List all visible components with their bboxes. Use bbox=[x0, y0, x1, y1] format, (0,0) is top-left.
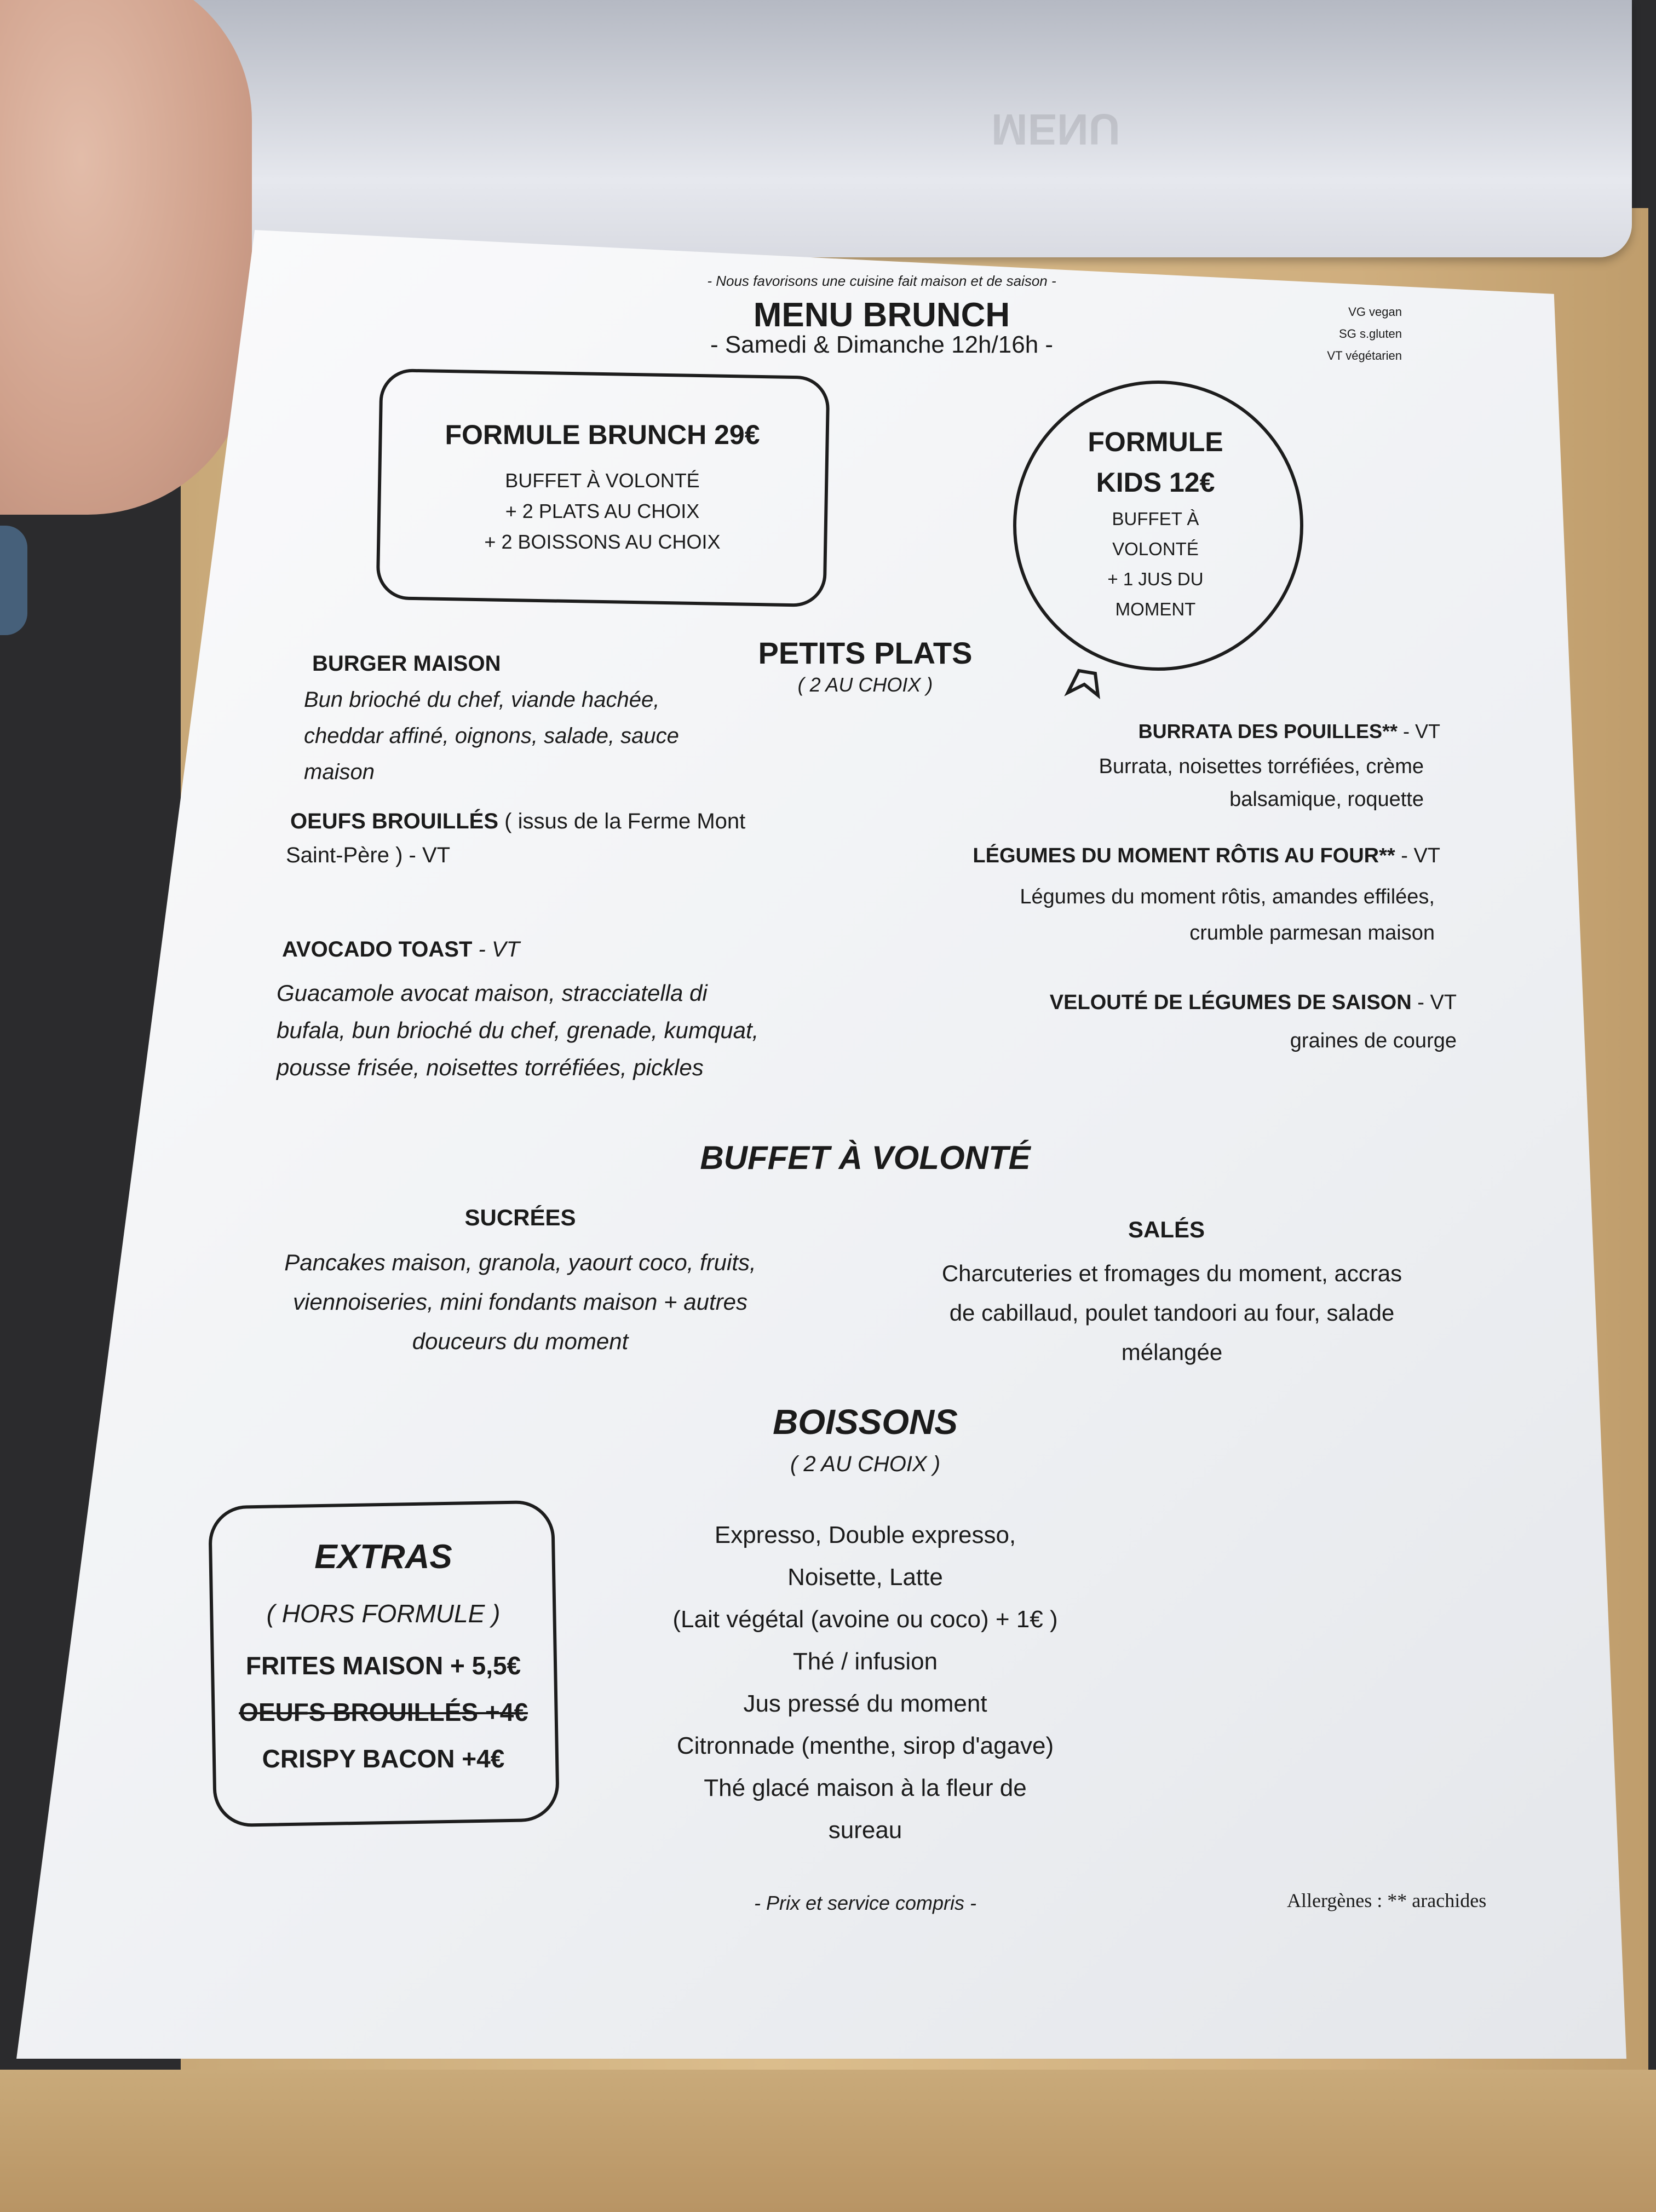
dish-veloute bbox=[821, 991, 1457, 1015]
dish-desc-line: Burrata, noisettes torréfiées, crème bbox=[1099, 755, 1424, 778]
dish-burrata-tag: - VT bbox=[1398, 720, 1440, 742]
extras-item: CRISPY BACON +4€ bbox=[262, 1744, 505, 1773]
boisson-item: Jus pressé du moment bbox=[743, 1690, 987, 1717]
sucrees-title: SUCRÉES bbox=[464, 1205, 576, 1230]
dish-desc-line: Légumes du moment rôtis, amandes effilées, bbox=[1020, 885, 1435, 908]
price-note: - Prix et service compris - bbox=[754, 1892, 977, 1914]
boisson-item: Noisette, Latte bbox=[787, 1564, 943, 1591]
extras-title: EXTRAS bbox=[314, 1538, 452, 1576]
dish-desc-line: balsamique, roquette bbox=[1229, 788, 1424, 811]
dish-burger-desc bbox=[304, 682, 797, 790]
petits-plats-title: PETITS PLATS bbox=[758, 636, 973, 670]
legend-vegan: VG vegan bbox=[1348, 305, 1402, 319]
dish-oeufs-extra2: Saint-Père ) - VT bbox=[286, 843, 451, 867]
buffet-title: BUFFET À VOLONTÉ bbox=[700, 1139, 1031, 1176]
sales-line: mélangée bbox=[1121, 1339, 1223, 1365]
formule-brunch-line: + 2 BOISSONS AU CHOIX bbox=[484, 531, 721, 553]
dish-oeufs-extra: ( issus de la Ferme Mont bbox=[498, 809, 746, 833]
ghost-title: MENU bbox=[991, 105, 1120, 154]
dish-desc-line: pousse frisée, noisettes torréfiées, pickles bbox=[277, 1055, 704, 1080]
boisson-item: Citronnade (menthe, sirop d'agave) bbox=[676, 1732, 1054, 1759]
dish-veloute-tag: - VT bbox=[1411, 991, 1457, 1014]
formule-kids-line: + 1 JUS DU bbox=[1107, 569, 1204, 589]
formule-kids-line: BUFFET À bbox=[1112, 509, 1199, 529]
dish-oeufs-title: OEUFS BROUILLÉS bbox=[290, 809, 499, 833]
diet-legend bbox=[1232, 301, 1402, 367]
tagline: - Nous favorisons une cuisine fait maison et de saison - bbox=[707, 273, 1056, 289]
extras-subtitle: ( HORS FORMULE ) bbox=[266, 1599, 501, 1628]
sucrees-list bbox=[241, 1243, 800, 1361]
formule-kids-title-line: FORMULE bbox=[1088, 427, 1223, 457]
formule-brunch-title: FORMULE BRUNCH 29€ bbox=[445, 419, 760, 450]
dish-legumes-title: LÉGUMES DU MOMENT RÔTIS AU FOUR** bbox=[973, 844, 1395, 867]
dish-legumes-desc bbox=[821, 879, 1435, 951]
sucrees-line: Pancakes maison, granola, yaourt coco, fruits, bbox=[284, 1249, 756, 1275]
dish-veloute-desc: graines de courge bbox=[1290, 1029, 1457, 1052]
dish-avocado bbox=[282, 937, 775, 962]
dish-desc-line: Bun brioché du chef, viande hachée, bbox=[304, 688, 660, 712]
allergens-note: Allergènes : ** arachides bbox=[1287, 1890, 1487, 1911]
dish-avocado-tag: - VT bbox=[472, 937, 520, 961]
boissons-subtitle: ( 2 AU CHOIX ) bbox=[790, 1452, 941, 1476]
boisson-item: sureau bbox=[828, 1817, 902, 1844]
boisson-item: (Lait végétal (avoine ou coco) + 1€ ) bbox=[672, 1606, 1058, 1633]
dish-legumes-tag: - VT bbox=[1395, 844, 1440, 867]
boisson-item: Expresso, Double expresso, bbox=[714, 1522, 1016, 1548]
dish-burrata-title: BURRATA DES POUILLES** bbox=[1138, 720, 1398, 742]
sales-title: SALÉS bbox=[1128, 1217, 1205, 1242]
dish-desc-line: Guacamole avocat maison, stracciatella di bbox=[277, 980, 708, 1006]
dish-avocado-title: AVOCADO TOAST bbox=[282, 937, 473, 961]
dish-legumes bbox=[821, 844, 1440, 868]
dish-oeufs bbox=[290, 809, 838, 834]
sucrees-line: douceurs du moment bbox=[412, 1328, 629, 1354]
sales-list bbox=[887, 1254, 1457, 1372]
formule-kids-lines bbox=[1019, 504, 1292, 624]
formule-brunch-lines bbox=[394, 465, 810, 557]
dish-veloute-title: VELOUTÉ DE LÉGUMES DE SAISON bbox=[1049, 991, 1412, 1014]
dish-burger-title: BURGER MAISON bbox=[312, 652, 501, 676]
dish-desc-line: maison bbox=[304, 760, 375, 784]
sales-line: de cabillaud, poulet tandoori au four, salade bbox=[949, 1300, 1395, 1326]
formule-kids-title-line: KIDS 12€ bbox=[1096, 467, 1215, 498]
dish-desc-line: bufala, bun brioché du chef, grenade, kumquat, bbox=[277, 1017, 759, 1043]
formule-kids-line: MOMENT bbox=[1115, 599, 1196, 619]
hand bbox=[0, 0, 252, 515]
schedule: - Samedi & Dimanche 12h/16h - bbox=[710, 331, 1054, 358]
formule-brunch-line: BUFFET À VOLONTÉ bbox=[505, 469, 700, 492]
extras-item: FRITES MAISON + 5,5€ bbox=[245, 1651, 521, 1680]
boissons-list bbox=[630, 1514, 1101, 1851]
dish-burrata-desc bbox=[821, 750, 1424, 816]
formule-brunch-line: + 2 PLATS AU CHOIX bbox=[505, 500, 700, 522]
dish-desc-line: cheddar affiné, oignons, salade, sauce bbox=[304, 724, 679, 748]
boisson-item: Thé / infusion bbox=[792, 1648, 938, 1675]
extras-list bbox=[214, 1643, 553, 1782]
formule-kids-title bbox=[1019, 422, 1292, 503]
wooden-board-edge bbox=[0, 2070, 1656, 2212]
dish-avocado-desc bbox=[277, 975, 852, 1086]
legend-vegetarian: VT végétarien bbox=[1327, 349, 1402, 362]
sales-line: Charcuteries et fromages du moment, accras bbox=[941, 1260, 1402, 1286]
dish-desc-line: crumble parmesan maison bbox=[1189, 921, 1435, 944]
page-behind bbox=[181, 0, 1632, 257]
extras-item-crossed: OEUFS BROUILLÉS +4€ bbox=[239, 1698, 528, 1726]
page-title: MENU BRUNCH bbox=[753, 296, 1010, 334]
sleeve bbox=[0, 526, 27, 635]
petits-plats-subtitle: ( 2 AU CHOIX ) bbox=[797, 673, 933, 696]
boisson-item: Thé glacé maison à la fleur de bbox=[704, 1775, 1027, 1801]
boissons-title: BOISSONS bbox=[773, 1402, 958, 1442]
formule-kids-line: VOLONTÉ bbox=[1112, 539, 1199, 559]
legend-gluten: SG s.gluten bbox=[1339, 327, 1402, 341]
dish-burrata bbox=[876, 720, 1440, 743]
sucrees-line: viennoiseries, mini fondants maison + autres bbox=[293, 1289, 748, 1315]
